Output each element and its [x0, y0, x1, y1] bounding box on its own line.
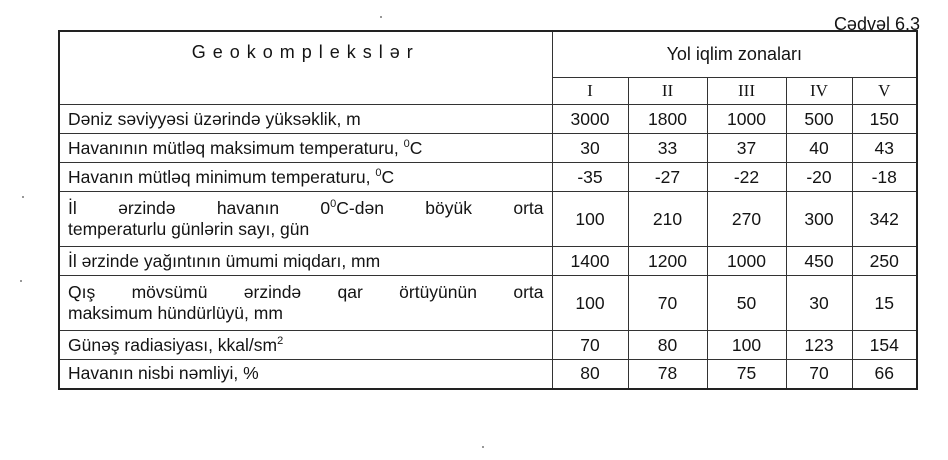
cell-value: 100	[552, 276, 628, 331]
cell-value: -22	[707, 163, 786, 192]
row-label: Dəniz səviyyəsi üzərində yüksəklik, m	[59, 105, 552, 134]
cell-value: 1200	[628, 247, 707, 276]
cell-value: 270	[707, 192, 786, 247]
cell-value: -20	[786, 163, 852, 192]
cell-value: 37	[707, 134, 786, 163]
cell-value: 100	[552, 192, 628, 247]
cell-value: -35	[552, 163, 628, 192]
table-caption: Cədvəl 6.3	[833, 14, 920, 34]
row-label: Qış mövsümü ərzində qar örtüyünün orta maksimum hündürlüyü, mm	[59, 276, 552, 331]
cell-value: 1000	[707, 247, 786, 276]
scan-speck	[380, 16, 382, 18]
row-label: Havanın mütləq minimum temperaturu, $^0$C	[59, 163, 552, 192]
row-label: İl ərzində havanın $0^0C$-dən böyük orta temperaturlu günlərin sayı, gün	[59, 192, 552, 247]
scan-speck	[20, 280, 22, 282]
cell-value: 66	[852, 360, 917, 389]
cell-value: -18	[852, 163, 917, 192]
zone-number: V	[852, 78, 917, 105]
cell-value: 150	[852, 105, 917, 134]
zone-number: II	[628, 78, 707, 105]
header-geocomplexes: Geokomplekslər	[59, 31, 552, 105]
cell-value: 1400	[552, 247, 628, 276]
table-row	[59, 105, 917, 134]
cell-value: 342	[852, 192, 917, 247]
row-label: İl ərzinde yağıntının ümumi miqdarı, mm	[59, 247, 552, 276]
geocomplex-table	[58, 30, 918, 390]
table-row	[59, 331, 917, 360]
cell-value: 154	[852, 331, 917, 360]
cell-value: 75	[707, 360, 786, 389]
cell-value: 1800	[628, 105, 707, 134]
cell-value: 30	[786, 276, 852, 331]
zone-number: III	[707, 78, 786, 105]
table-row	[59, 247, 917, 276]
cell-value: 250	[852, 247, 917, 276]
table-row	[59, 276, 917, 331]
cell-value: 500	[786, 105, 852, 134]
zone-number: I	[552, 78, 628, 105]
cell-value: 30	[552, 134, 628, 163]
cell-value: 15	[852, 276, 917, 331]
cell-value: 33	[628, 134, 707, 163]
scan-speck	[22, 196, 24, 198]
row-label: Havanının mütləq maksimum temperaturu, $^0$C	[59, 134, 552, 163]
cell-value: 70	[628, 276, 707, 331]
cell-value: 3000	[552, 105, 628, 134]
cell-value: 450	[786, 247, 852, 276]
cell-value: 40	[786, 134, 852, 163]
cell-value: 43	[852, 134, 917, 163]
row-label: Havanın nisbi nəmliyi, %	[59, 360, 552, 389]
cell-value: 210	[628, 192, 707, 247]
scan-speck	[482, 446, 484, 448]
cell-value: 300	[786, 192, 852, 247]
cell-value: 100	[707, 331, 786, 360]
header-road-climate-zones: Yol iqlim zonaları	[552, 31, 917, 78]
table-row	[59, 134, 917, 163]
cell-value: 78	[628, 360, 707, 389]
cell-value: 70	[786, 360, 852, 389]
row-label: Günəş radiasiyası, kkal/$sm^2$	[59, 331, 552, 360]
cell-value: 70	[552, 331, 628, 360]
cell-value: 123	[786, 331, 852, 360]
table-row	[59, 163, 917, 192]
zone-number: IV	[786, 78, 852, 105]
cell-value: 50	[707, 276, 786, 331]
cell-value: 80	[552, 360, 628, 389]
table-row	[59, 192, 917, 247]
cell-value: 80	[628, 331, 707, 360]
table-row	[59, 360, 917, 389]
cell-value: -27	[628, 163, 707, 192]
cell-value: 1000	[707, 105, 786, 134]
